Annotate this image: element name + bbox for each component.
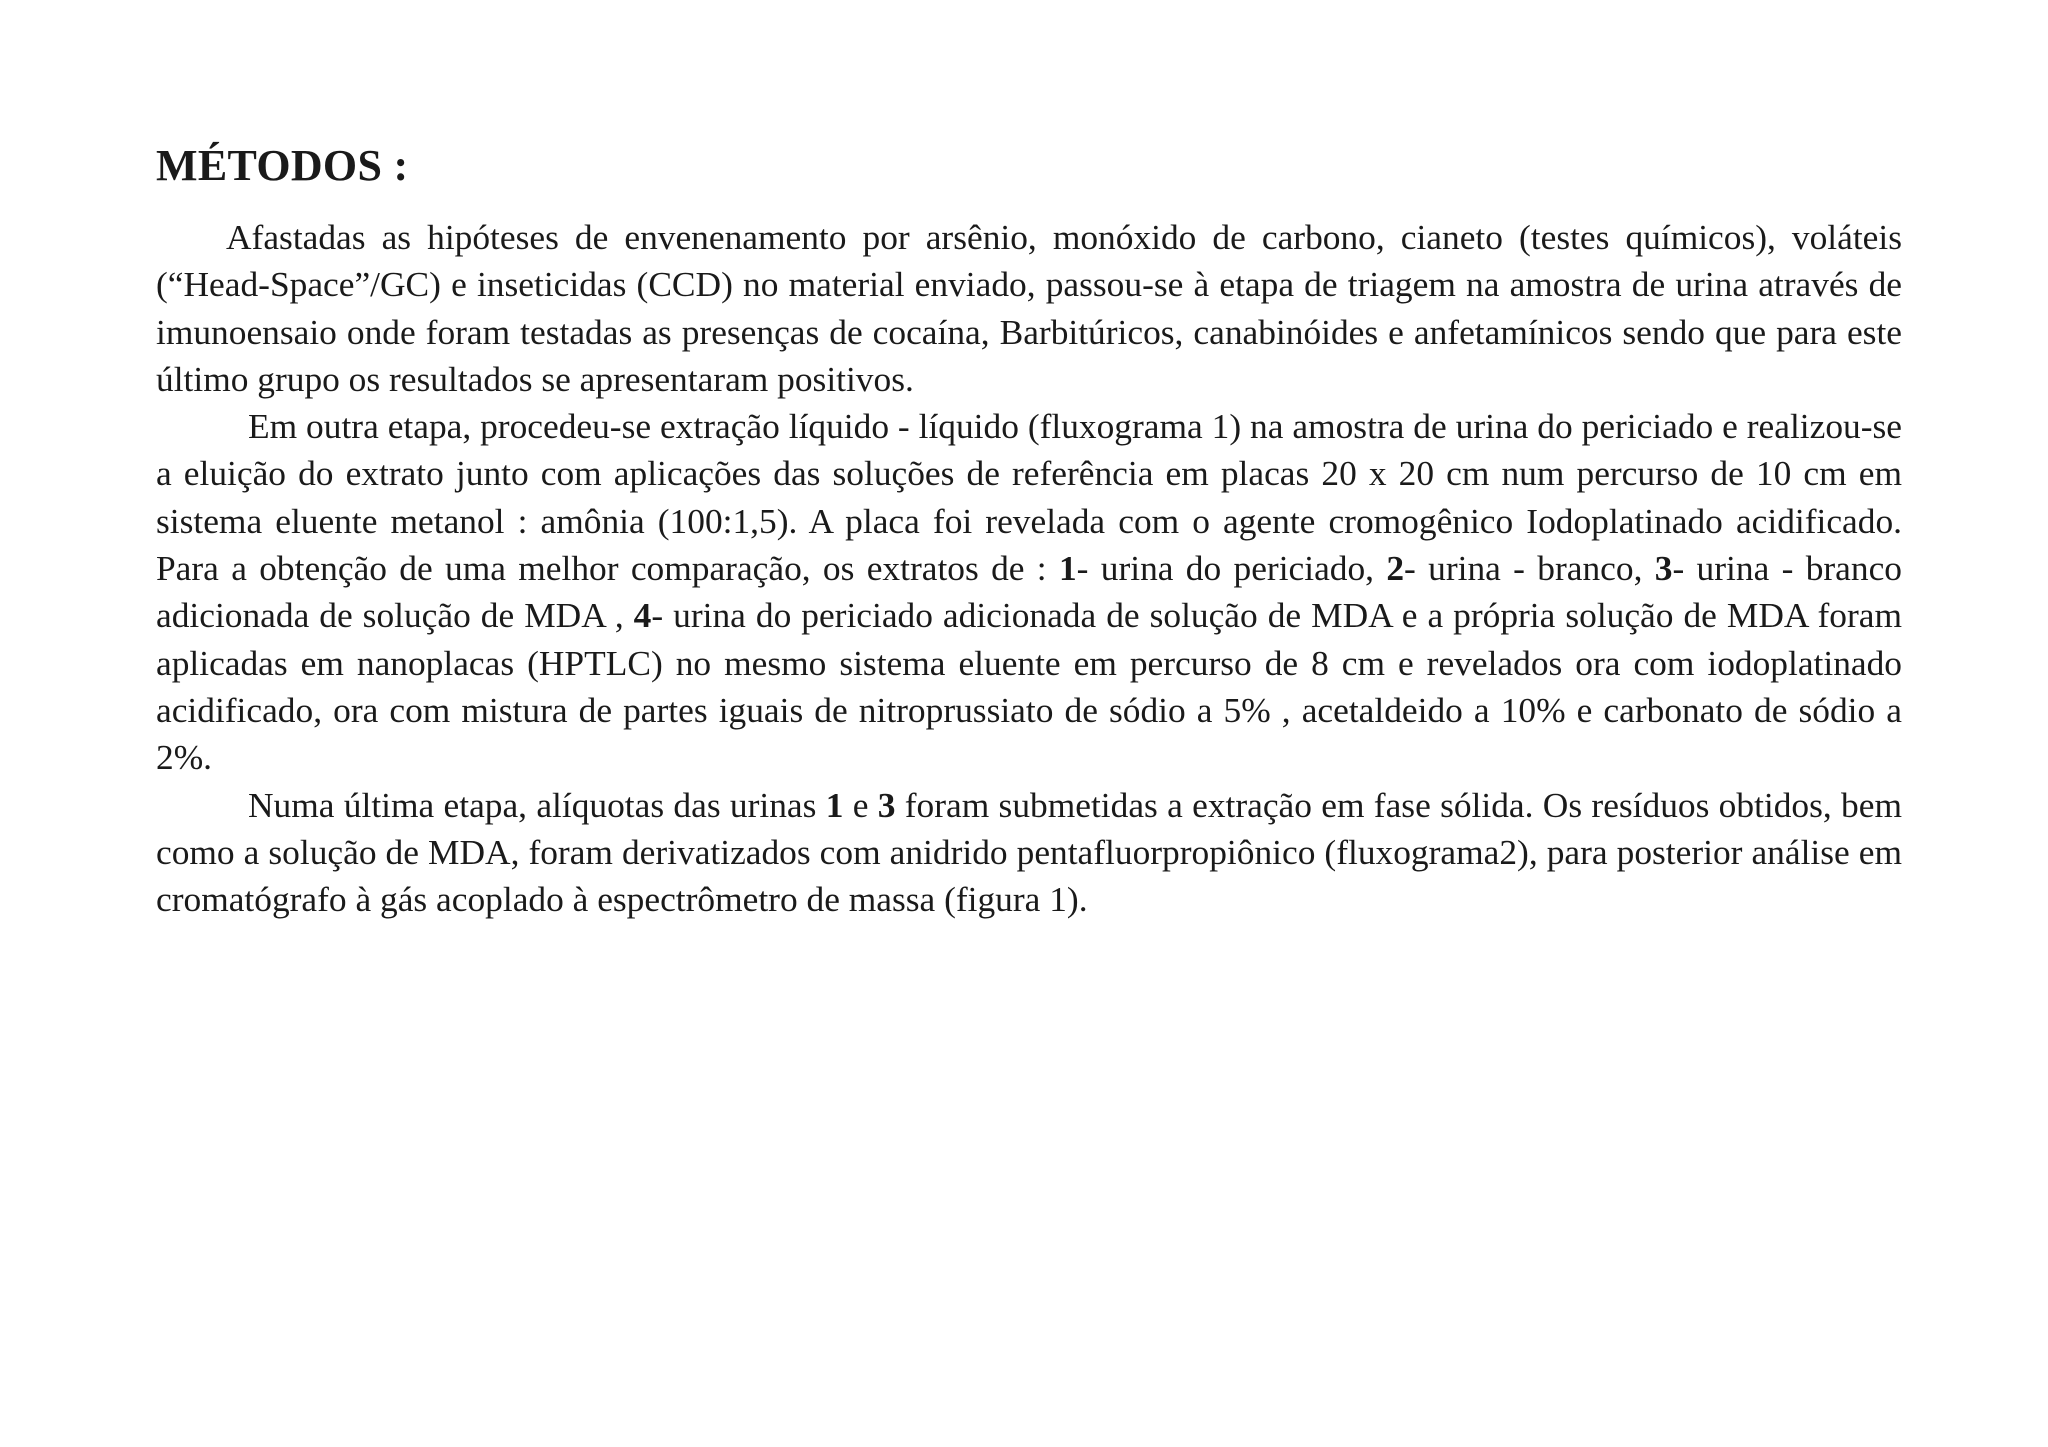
document-page (156, 138, 1902, 923)
paragraph-extraction (156, 403, 1902, 781)
paragraph-screening: Afastadas as hipóteses de envenenamento por arsênio, monóxido de carbono, cianeto (testes químicos), voláteis (“Head-Space”/GC) e inseticidas (CCD) no material enviado, passou-se à etapa de triagem na amostra de urina através de imunoensaio onde foram testadas as presenças de cocaína, Barbitúricos, canabinóides e anfetamínicos sendo que para este último grupo os resultados se apresentaram positivos. (156, 217, 1902, 399)
paragraph-extraction-text-d: - urina - branco adicionada de solução de MDA , (156, 548, 1902, 636)
paragraph-derivatization-text-b: e (843, 784, 878, 825)
sample-number-1: 1 (1058, 548, 1077, 589)
section-title: MÉTODOS : (156, 141, 409, 190)
sample-number-4: 4 (633, 595, 652, 636)
urine-number-3: 3 (877, 784, 896, 825)
paragraph-derivatization (156, 782, 1902, 924)
paragraph-extraction-text-b: - urina do periciado, (1076, 548, 1387, 589)
urine-number-1: 1 (825, 784, 844, 825)
sample-number-3: 3 (1654, 548, 1673, 589)
paragraph-extraction-text-a: Em outra etapa, procedeu-se extração líquido - líquido (fluxograma 1) na amostra de urina do periciado e realizou-se a eluição do extrato junto com aplicações das soluções de referência em placas 20 x 20 cm num percurso de 10 cm em sistema eluente metanol : amônia (100:1,5). A placa foi revelada com o agente cromogênico Iodoplatinado acidificado. Para a obtenção de uma melhor comparação, os extratos de : (156, 406, 1902, 589)
sample-number-2: 2 (1386, 548, 1405, 589)
paragraph-derivatization-text-c: foram submetidas a extração em fase sólida. Os resíduos obtidos, bem como a solução de MDA, foram derivatizados com anidrido pentafluorpropiônico (fluxograma2), para posterior análise em cromatógrafo à gás acoplado à espectrômetro de massa (figura 1). (156, 784, 1902, 920)
paragraph-derivatization-text-a: Numa última etapa, alíquotas das urinas (248, 784, 826, 825)
paragraph-extraction-text-c: - urina - branco, (1404, 548, 1655, 589)
paragraph-extraction-text-e: - urina do periciado adicionada de solução de MDA e a própria solução de MDA foram aplicadas em nanoplacas (HPTLC) no mesmo sistema eluente em percurso de 8 cm e revelados ora com iodoplatinado acidificado, ora com mistura de partes iguais de nitroprussiato de sódio a 5% , acetaldeido a 10% e carbonato de sódio a 2%. (156, 595, 1902, 778)
